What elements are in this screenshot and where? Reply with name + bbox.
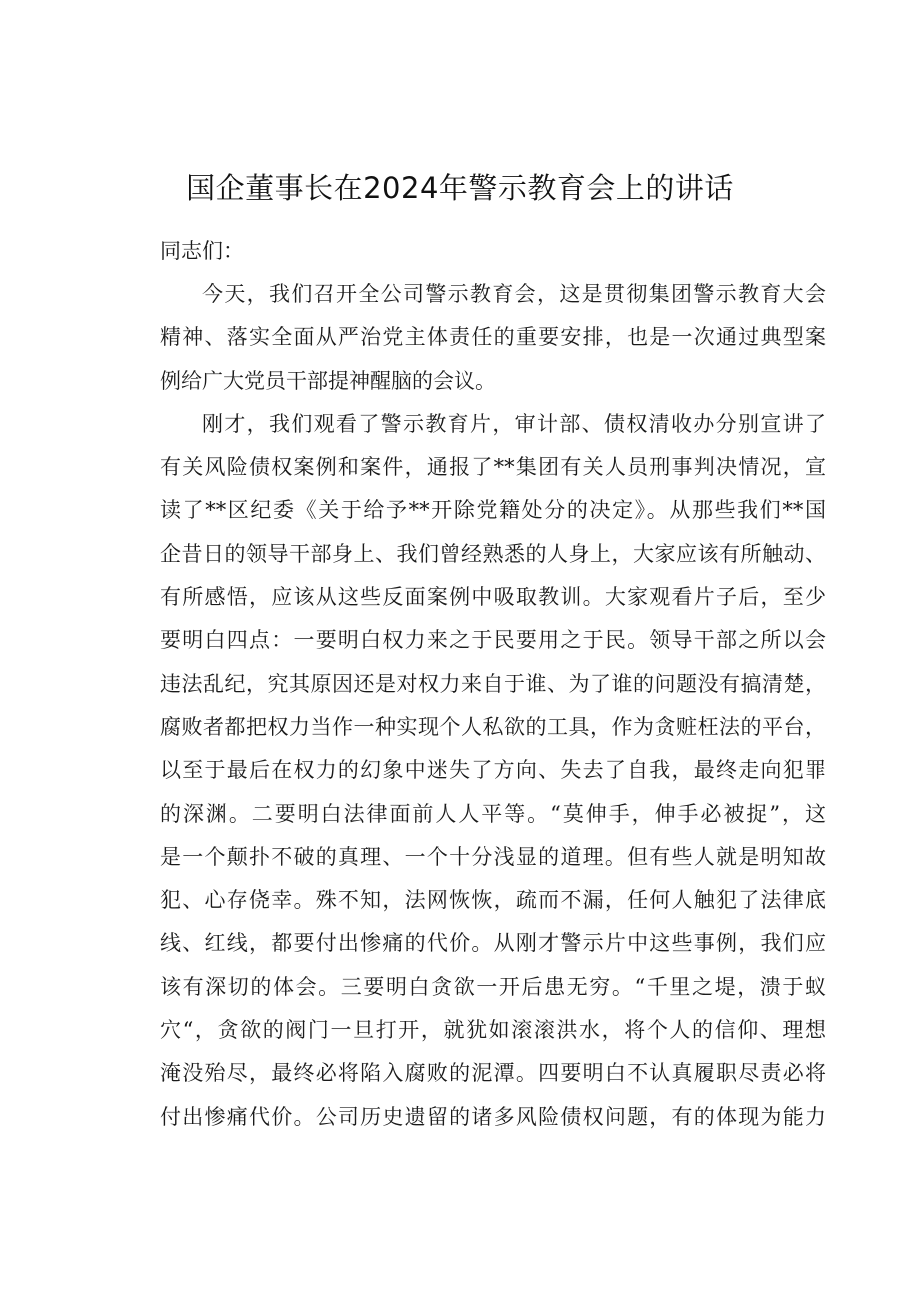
text-line: 付出惨痛代价。公司历史遗留的诸多风险债权问题，有的体现为能力 xyxy=(160,1104,826,1129)
document-body xyxy=(118,230,826,1139)
text-line: 例给广大党员干部提神醒脑的会议。 xyxy=(160,368,496,393)
salutation: 同志们： xyxy=(160,239,244,263)
text-line: 违法乱纪，究其原因还是对权力来自于谁、为了谁的问题没有搞清楚， xyxy=(160,671,826,696)
text-line: 有关风险债权案例和案件，通报了**集团有关人员刑事判决情况，宣 xyxy=(160,455,826,480)
text-line: 精神、落实全面从严治党主体责任的重要安排，也是一次通过典型案 xyxy=(160,325,826,350)
text-line: 腐败者都把权力当作一种实现个人私欲的工具，作为贪赃枉法的平台， xyxy=(160,714,826,739)
text-line: 今天，我们召开全公司警示教育会，这是贯彻集团警示教育大会 xyxy=(202,282,826,306)
text-line: 刚才，我们观看了警示教育片，审计部、债权清收办分别宣讲了 xyxy=(202,411,826,436)
text-line: 的深渊。二要明白法律面前人人平等。“莫伸手，伸手必被捉”，这 xyxy=(160,801,826,826)
text-line: 要明白四点：一要明白权力来之于民要用之于民。领导干部之所以会 xyxy=(160,628,826,653)
text-line: 该有深切的体会。三要明白贪欲一开后患无穷。“千里之堤，溃于蚁 xyxy=(160,974,826,999)
text-line: 线、红线，都要付出惨痛的代价。从刚才警示片中这些事例，我们应 xyxy=(160,931,826,956)
text-line: 有所感悟，应该从这些反面案例中吸取教训。大家观看片子后，至少 xyxy=(160,585,826,610)
text-line: 淹没殆尽，最终必将陷入腐败的泥潭。四要明白不认真履职尽责必将 xyxy=(160,1061,826,1086)
document-title: 国企董事长在2024年警示教育会上的讲话 xyxy=(186,171,734,205)
text-line: 企昔日的领导干部身上、我们曾经熟悉的人身上，大家应该有所触动、 xyxy=(160,541,826,566)
text-line: 是一个颠扑不破的真理、一个十分浅显的道理。但有些人就是明知故 xyxy=(160,844,826,869)
text-line: 读了**区纪委《关于给予**开除党籍处分的决定》。从那些我们**国 xyxy=(160,498,826,523)
paragraph-1 xyxy=(118,273,826,403)
text-line: 以至于最后在权力的幻象中迷失了方向、失去了自我，最终走向犯罪 xyxy=(160,758,826,783)
text-line: 穴“，贪欲的阀门一旦打开，就犹如滚滚洪水，将个人的信仰、理想 xyxy=(160,1018,826,1043)
paragraph-2 xyxy=(118,403,826,1139)
text-line: 犯、心存侥幸。殊不知，法网恢恢，疏而不漏，任何人触犯了法律底 xyxy=(160,888,826,913)
